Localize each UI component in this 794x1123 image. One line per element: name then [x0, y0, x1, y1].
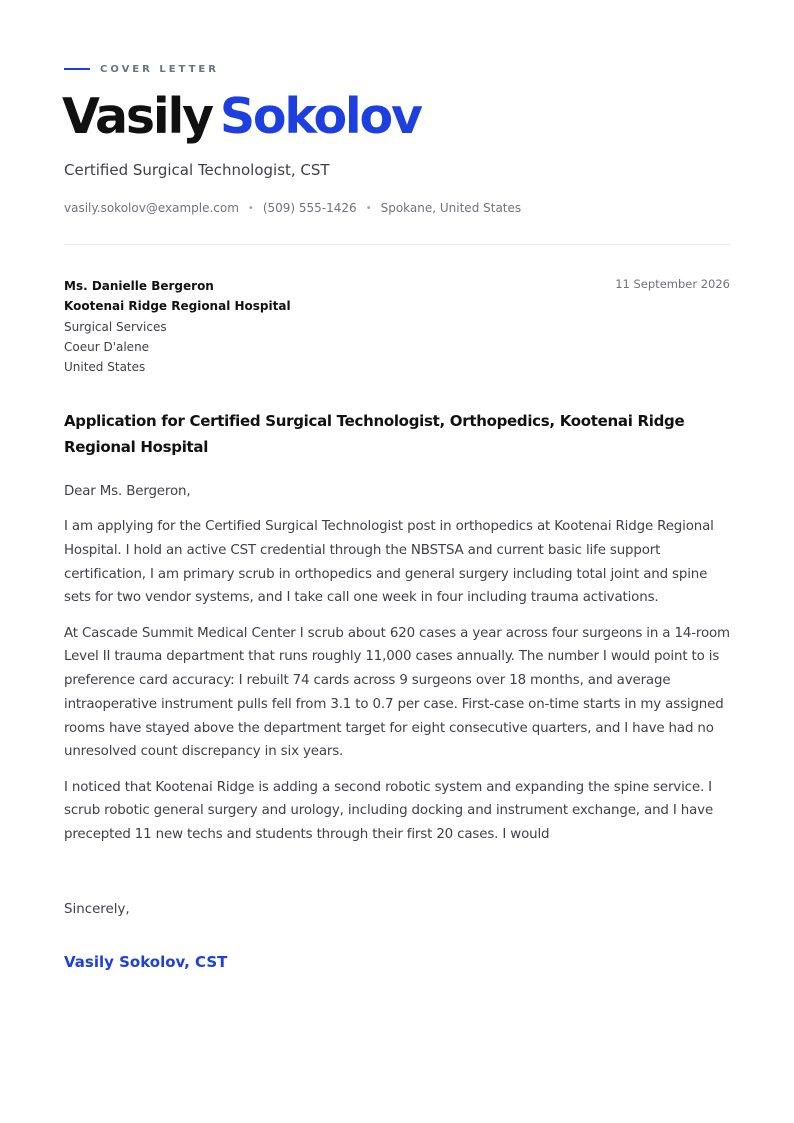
last-name: Sokolov	[219, 88, 421, 145]
body-paragraph: I am applying for the Certified Surgical Technologist post in orthopedics at Kootenai Ridge Regional Hospital. I hold an active CST credential through the NBSTSA and current basic life support certification, I am primary scrub in orthopedics and general surgery including total joint and spine sets for two vendor systems, and I take call one week in four including trauma activations.	[64, 519, 714, 606]
job-title: Certified Surgical Technologist, CST	[64, 161, 330, 179]
letter-body	[64, 480, 730, 858]
body-paragraph: I noticed that Kootenai Ridge is adding a second robotic system and expanding the spine service. I scrub robotic general surgery and urology, including docking and instrument exchange, and I have precepted 11 new techs and students through their first 20 cases. I would	[64, 779, 714, 842]
subject-line: Application for Certified Surgical Technologist, Orthopedics, Kootenai Ridge Regional Hospital	[64, 412, 685, 456]
salutation: Dear Ms. Bergeron,	[64, 484, 191, 499]
eyebrow-label: COVER LETTER	[100, 63, 219, 75]
recipient-city: Coeur D'alene	[64, 339, 150, 354]
recipient-department: Surgical Services	[64, 319, 167, 334]
header-divider	[64, 244, 730, 245]
contact-email[interactable]: vasily.sokolov@example.com	[64, 201, 239, 215]
applicant-name	[62, 86, 421, 148]
first-name: Vasily	[62, 88, 212, 145]
signature: Vasily Sokolov, CST	[64, 953, 228, 971]
recipient-block	[64, 276, 291, 377]
contact-line	[64, 201, 521, 215]
closing: Sincerely,	[64, 902, 130, 917]
separator-dot: •	[365, 202, 372, 214]
recipient-organization: Kootenai Ridge Regional Hospital	[64, 299, 291, 314]
separator-dot: •	[247, 202, 254, 214]
recipient-name: Ms. Danielle Bergeron	[64, 279, 214, 293]
eyebrow	[64, 62, 219, 76]
contact-location: Spokane, United States	[380, 201, 522, 215]
body-paragraph: At Cascade Summit Medical Center I scrub about 620 cases a year across four surgeons in a 14-room Level II trauma department that runs roughly 11,000 cases annually. The number I would point to is preference card accuracy: I rebuilt 74 cards across 9 surgeons over 18 months, and average intraoperative instrument pulls fell from 3.1 to 0.7 per case. First-case on-time starts in my assigned rooms have stayed above the department target for eight consecutive quarters, and I have had no unresolved count discrepancy in six years.	[64, 625, 730, 760]
recipient-country: United States	[64, 360, 146, 375]
contact-phone[interactable]: (509) 555-1426	[262, 201, 357, 215]
letter-date: 11 September 2026	[615, 277, 730, 291]
accent-rule	[64, 68, 90, 70]
